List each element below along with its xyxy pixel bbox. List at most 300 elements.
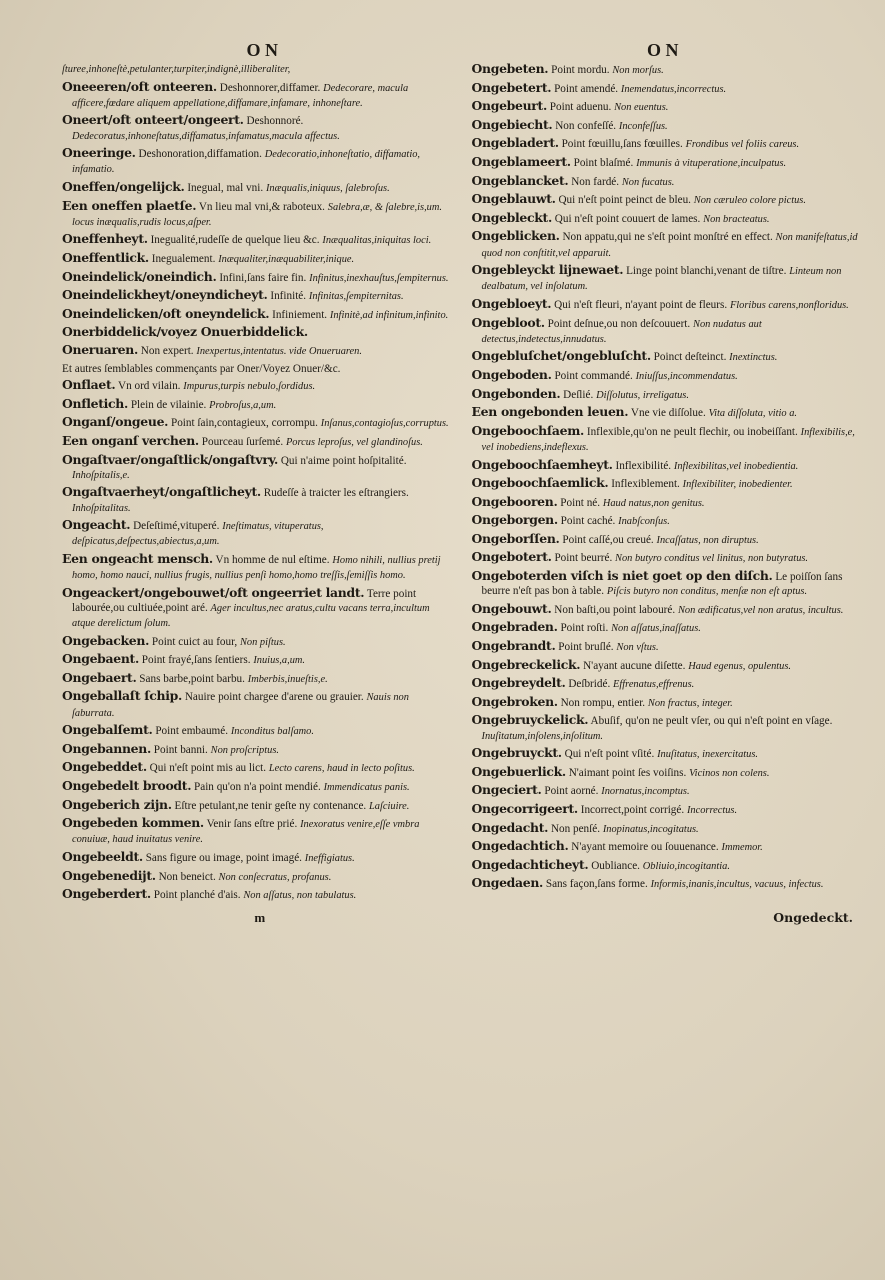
headword: Ongebloot.: [471, 314, 545, 330]
headword: Oneffen/ongelijck.: [62, 178, 185, 194]
dictionary-entry: [472, 765, 864, 781]
dictionary-entry: [62, 850, 454, 866]
latin-gloss: Ineſtimatus, vituperatus, deſpicatus,deſpectus,abiectus,a,um.: [72, 521, 324, 548]
latin-gloss: Non fractus, integer.: [647, 697, 733, 709]
headword: Oneffenheyt.: [62, 231, 148, 247]
latin-gloss: Ineffigiatus.: [304, 853, 355, 865]
french-gloss: Pain qu'on n'a point mendié.: [194, 781, 321, 794]
dictionary-entry: [472, 746, 864, 762]
latin-gloss: Non fucatus.: [621, 176, 675, 188]
dictionary-entry: [62, 232, 454, 248]
french-gloss: Nauire point chargee d'arene ou grauier.: [184, 691, 364, 704]
dictionary-entry: [472, 316, 864, 347]
headword: Ongebruyckt.: [471, 745, 562, 761]
french-gloss: Le poiſſon ſans beurre n'eſt pas bon à table.: [481, 571, 843, 598]
dictionary-entry: [62, 288, 454, 304]
headword: Ongedachtich.: [471, 838, 569, 854]
latin-gloss: Inflexibilis,e, vel inobediens,indeflexus.: [481, 426, 855, 453]
dictionary-entry: [472, 569, 864, 599]
headword: Ongedacht.: [471, 819, 549, 835]
french-gloss: Point banni.: [153, 743, 208, 756]
dictionary-entry: [472, 118, 864, 134]
dictionary-entry: [472, 211, 864, 227]
headword: Ongeboochſaem.: [471, 422, 585, 438]
latin-gloss: Homo nihili, nullius pretij homo, homo nauci, nullius frugis, nullius penſi homo,homo treſſis,ſemiſſis homo.: [72, 554, 441, 582]
french-gloss: Point frayé,ſans ſentiers.: [141, 654, 251, 667]
latin-gloss: Immendicatus panis.: [323, 782, 410, 794]
dictionary-entry: [472, 783, 864, 799]
headword: Ongebenedijt.: [62, 867, 156, 883]
french-gloss: Non appatu,qui ne s'eſt point monſtré en effect.: [562, 231, 773, 244]
headword: Ongebaent.: [62, 651, 139, 667]
headword: Ongebacken.: [62, 632, 150, 648]
headword: Oneeeren/oft onteeren.: [62, 78, 217, 94]
latin-gloss: Dedecoratus,inhoneſtatus,diffamatus,infamatus,macula affectus.: [72, 130, 340, 142]
french-gloss: Inflexibilité.: [615, 459, 672, 472]
headword: Ongebraden.: [471, 619, 558, 635]
dictionary-entry: [472, 174, 864, 190]
latin-gloss: Non nudatus aut detectus,indetectus,innudatus.: [481, 318, 762, 345]
headword: Ongebruyckelick.: [471, 712, 589, 728]
headword: Ongeackert/ongebouwet/oft ongeerriet landt.: [62, 584, 365, 600]
dictionary-entry: [62, 62, 454, 77]
latin-gloss: Nauis non ſaburrata.: [72, 692, 409, 719]
headword: Ongebroken.: [471, 693, 558, 709]
headword: Ongeballaſt ſchip.: [62, 688, 183, 704]
french-gloss: Inegualité,rudeſſe de quelque lieu &c.: [150, 234, 320, 247]
french-gloss: Plein de vilainie.: [130, 398, 207, 411]
headword: Oneindelicken/oft oneyndelick.: [62, 305, 270, 321]
headword: Ongebuerlick.: [471, 763, 566, 779]
dictionary-entry: [62, 816, 454, 847]
headword: Een oneffen plaetſe.: [62, 197, 197, 213]
headword: Ongaſtvaer/ongaſtlick/ongaſtvry.: [62, 451, 279, 467]
latin-gloss: Immunis à vituperatione,inculpatus.: [636, 157, 787, 169]
header-left: O N: [246, 40, 278, 60]
headword: Ongebeurt.: [471, 98, 547, 114]
dictionary-entry: [62, 343, 454, 359]
latin-gloss: Non ædificatus,vel non aratus, incultus.: [677, 604, 844, 616]
headword: Oneert/oft onteert/ongeert.: [62, 112, 244, 128]
latin-gloss: Inabſconſus.: [618, 516, 670, 528]
headword: Ongeboochſaemheyt.: [471, 456, 613, 472]
headword: Ongaſtvaerheyt/ongaſtlicheyt.: [62, 484, 261, 500]
headword: Ongebrandt.: [471, 638, 556, 654]
latin-gloss: Non vſtus.: [616, 642, 659, 654]
headword: Ongeciert.: [471, 782, 542, 798]
french-gloss: Point caché.: [560, 515, 616, 528]
french-gloss: Deſbridé.: [568, 678, 611, 691]
dictionary-entry: [472, 424, 864, 455]
headword: Ongebiecht.: [471, 116, 553, 132]
french-gloss: Point aduenu.: [549, 101, 612, 114]
latin-gloss: Ager incultus,nec aratus,cultu vacans terra,incultum atque derelictum ſolum.: [72, 602, 430, 630]
latin-gloss: Imberbis,inueſtis,e.: [247, 673, 328, 685]
latin-gloss: Haud natus,non genitus.: [602, 497, 705, 509]
dictionary-entry: [472, 368, 864, 384]
latin-gloss: Floribus carens,nonfloridus.: [729, 299, 849, 311]
dictionary-entry: [62, 887, 454, 903]
dictionary-entry: [472, 676, 864, 692]
dictionary-entry: [62, 518, 454, 549]
french-gloss: N'ayant aucune diſette.: [583, 659, 686, 672]
dictionary-entry: [472, 713, 864, 743]
latin-gloss: Diſſolutus, irreligatus.: [596, 389, 689, 401]
headword: Ongebladert.: [471, 135, 559, 151]
french-gloss: Point beurré.: [554, 552, 613, 565]
dictionary-entry: [472, 192, 864, 208]
french-gloss: Point mordu.: [551, 64, 610, 76]
french-gloss: Deshonnoré.: [246, 115, 304, 128]
dictionary-entry: [472, 839, 864, 855]
dictionary-entry: [472, 297, 864, 313]
french-gloss: Inegualement.: [151, 252, 216, 265]
french-gloss: Point fœuillu,ſans fœuilles.: [561, 138, 683, 151]
dictionary-entry: [472, 62, 864, 78]
headword: Ongebotert.: [471, 549, 552, 565]
latin-gloss: Obliuio,incogitantia.: [642, 860, 730, 872]
latin-gloss: Inexoratus venire,eſſe vmbra conuiuæ, haud inuitatus venire.: [72, 819, 420, 846]
headword: Ongeberdert.: [62, 886, 151, 902]
headword: Oneindelick/oneindich.: [62, 268, 217, 284]
running-header: [62, 40, 863, 62]
latin-gloss: Non piſtus.: [239, 636, 286, 648]
dictionary-entry: [472, 695, 864, 711]
headword: Ongebeeldt.: [62, 849, 143, 865]
dictionary-entry: [472, 155, 864, 171]
dictionary-entry: [62, 362, 454, 376]
latin-gloss: Iniuſſus,incommendatus.: [635, 370, 738, 382]
dictionary-entry: [62, 146, 454, 177]
french-gloss: Qui n'eſt point mis au lict.: [149, 762, 267, 775]
headword: Een ongeacht mensch.: [62, 550, 213, 566]
latin-gloss: Effrenatus,effrenus.: [613, 679, 695, 691]
french-gloss: Qui n'eſt point vſité.: [564, 748, 655, 761]
headword: Onfletich.: [62, 395, 129, 411]
dictionary-entry: [62, 180, 454, 196]
latin-gloss: Frondibus vel foliis careus.: [685, 139, 800, 151]
latin-gloss: Inconfeſſus.: [618, 120, 668, 132]
headword: Ongebreydelt.: [471, 675, 566, 691]
latin-gloss: Non morſus.: [612, 65, 664, 76]
latin-gloss: Non aſſatus,inaſſatus.: [611, 623, 701, 635]
dictionary-entry: [472, 602, 864, 618]
dictionary-entry: [62, 113, 454, 143]
dictionary-entry: [472, 858, 864, 874]
dictionary-entry: [62, 779, 454, 795]
dictionary-entry: [62, 586, 454, 632]
latin-gloss: Infinitas,ſempiternitas.: [308, 291, 404, 303]
right-column: [472, 62, 864, 906]
french-gloss: Point aorné.: [544, 785, 599, 798]
dictionary-entry: [62, 378, 454, 394]
headword: Ongeborgen.: [471, 512, 558, 528]
dictionary-entry: [472, 263, 864, 294]
left-column: [62, 62, 454, 906]
french-gloss: Incorrect,point corrigé.: [580, 804, 685, 816]
french-gloss: Non beneict.: [158, 870, 216, 883]
french-gloss: Vne vie diſſolue.: [630, 407, 706, 420]
dictionary-entry: [472, 532, 864, 548]
latin-gloss: Inflexibiliter, inobedienter.: [682, 479, 793, 491]
french-gloss: Point blaſmé.: [573, 156, 634, 169]
dictionary-entry: [62, 723, 454, 739]
latin-gloss: Non conſecratus, profanus.: [218, 871, 332, 883]
latin-gloss: Inornatus,incomptus.: [601, 786, 690, 798]
headword: Ongeborſſen.: [471, 530, 560, 546]
dictionary-entry: [62, 307, 454, 323]
french-gloss: Vn homme de nul eſtime.: [215, 553, 330, 566]
dictionary-entry: [62, 760, 454, 776]
french-gloss: Infinité.: [270, 290, 307, 303]
latin-gloss: Inflexibilitas,vel inobedientia.: [673, 460, 799, 472]
headword: Een onganſ verchen.: [62, 432, 199, 448]
headword: Ongecorrigeert.: [471, 801, 578, 816]
french-gloss: Infini,ſans faire fin.: [219, 271, 307, 284]
dictionary-entry: [472, 802, 864, 818]
headword: Ongebonden.: [471, 385, 561, 401]
headword: Ongebreckelick.: [471, 656, 581, 672]
headword: Ongebeden kommen.: [62, 815, 204, 831]
latin-gloss: Non aſſatus, non tabulatus.: [243, 890, 357, 902]
dictionary-entry: [62, 869, 454, 885]
headword: Ongeblancket.: [471, 172, 569, 188]
dictionary-entry: [62, 798, 454, 814]
dictionary-entry: [62, 652, 454, 668]
latin-gloss: Lecto carens, haud in lecto poſitus.: [268, 763, 415, 775]
headword: Ongeblauwt.: [471, 191, 556, 207]
dictionary-entry: [472, 821, 864, 837]
headword: Ongedaen.: [471, 875, 544, 891]
french-gloss: Sans barbe,point barbu.: [139, 672, 245, 685]
latin-gloss: Non proſcriptus.: [210, 744, 279, 756]
headword: Ongebedelt broodt.: [62, 778, 192, 794]
french-gloss: Vn lieu mal vni,& raboteux.: [198, 200, 325, 213]
french-gloss: Venir ſans eſtre prié.: [206, 818, 298, 831]
french-gloss: Point deſnue,ou non deſcouuert.: [547, 317, 691, 330]
headword: Ongeboterden viſch is niet goet op den diſch.: [471, 568, 773, 584]
headword: Ongebouwt.: [471, 600, 552, 616]
latin-gloss: Linteum non dealbatum, vel inſolatum.: [481, 266, 842, 293]
headword: Ongebleckt.: [471, 209, 552, 225]
dictionary-entry: [472, 876, 864, 892]
latin-gloss: Piſcis butyro non conditus, menſæ non eſt aptus.: [606, 586, 808, 598]
dictionary-entry: [472, 620, 864, 636]
headword: Ongeberich zijn.: [62, 796, 172, 812]
latin-gloss: Immemor.: [721, 842, 763, 854]
headword: Ongebloeyt.: [471, 295, 552, 311]
headword: Ongeacht.: [62, 517, 131, 533]
latin-gloss: Inconditus balſamo.: [230, 726, 314, 738]
french-gloss: Qui n'eſt point couuert de lames.: [554, 212, 701, 225]
dictionary-entry: [62, 325, 454, 340]
latin-gloss: Incorrectus.: [686, 805, 738, 816]
french-gloss: Deſeſtimé,vituperé.: [133, 520, 220, 533]
headword: Oneruaren.: [62, 341, 138, 357]
french-gloss: Qui n'aime point hoſpitalité.: [280, 454, 407, 467]
headword: Een ongebonden leuen.: [471, 404, 629, 420]
french-gloss: Deshonnorer,diffamer.: [219, 81, 321, 94]
headword: Ongeboden.: [471, 366, 552, 382]
headword: Ongebeddet.: [62, 759, 147, 775]
french-gloss: Deshonoration,diffamation.: [138, 148, 262, 161]
latin-gloss: Inextinctus.: [729, 352, 778, 364]
dictionary-entry: [472, 81, 864, 97]
latin-gloss: Inuius,a,um.: [253, 655, 305, 667]
latin-gloss: Infinitè,ad infinitum,infinito.: [329, 309, 449, 321]
headword: Onganſ/ongeue.: [62, 414, 169, 430]
french-gloss: N'ayant memoire ou ſouuenance.: [571, 841, 719, 854]
dictionary-entry: [62, 552, 454, 583]
latin-gloss: ſturee,inhoneſtè,petulanter,turpiter,indignè,illiberaliter,: [62, 64, 291, 75]
french-gloss: Et autres ſemblables commençants par Oner/Voyez Onuer/&c.: [62, 362, 341, 375]
headword: Ongebluſchet/ongebluſcht.: [471, 348, 651, 364]
french-gloss: Point planché d'ais.: [153, 889, 241, 902]
french-gloss: Point caſſé,ou creué.: [562, 533, 654, 546]
french-gloss: Qui n'eſt fleuri, n'ayant point de fleurs.: [554, 298, 728, 311]
signature-mark: m: [254, 909, 266, 925]
latin-gloss: Inuſitatus, inexercitatus.: [657, 749, 758, 761]
headword: Oneffentlick.: [62, 249, 149, 265]
latin-gloss: Inſanus,contagioſus,corruptus.: [320, 418, 449, 430]
french-gloss: Sans façon,ſans forme.: [545, 878, 648, 891]
french-gloss: Point amendé.: [554, 82, 619, 95]
latin-gloss: Inuſitatum,inſolens,inſolitum.: [481, 730, 604, 742]
dictionary-entry: [472, 550, 864, 566]
dictionary-entry: [62, 270, 454, 286]
french-gloss: Non fardé.: [571, 175, 620, 188]
latin-gloss: Non euentus.: [614, 102, 669, 114]
dictionary-entry: [472, 476, 864, 492]
french-gloss: Non expert.: [140, 344, 194, 357]
french-gloss: Point embaumé.: [155, 725, 229, 738]
headword: Ongebetert.: [471, 79, 552, 95]
dictionary-entry: [62, 251, 454, 267]
headword: Ongebooren.: [471, 493, 558, 509]
french-gloss: Linge point blanchi,venant de tiſtre.: [626, 265, 787, 278]
headword: Ongeblameert.: [471, 153, 571, 169]
dictionary-entry: [62, 671, 454, 687]
latin-gloss: Inæqualitas,iniquitas loci.: [322, 235, 432, 247]
dictionary-entry: [62, 453, 454, 483]
latin-gloss: Inhoſpitalitas.: [72, 502, 131, 514]
latin-gloss: Non cæruleo colore pictus.: [693, 195, 806, 207]
headword: Oneindelickheyt/oneyndicheyt.: [62, 287, 268, 303]
latin-gloss: Inæqualiter,inæquabiliter,inique.: [218, 253, 355, 265]
dictionary-entry: [472, 513, 864, 529]
dictionary-entry: [62, 80, 454, 111]
dictionary-entry: [62, 485, 454, 515]
headword: Ongebleyckt lijnewaet.: [471, 262, 624, 278]
header-right: O N: [647, 40, 679, 60]
french-gloss: Abuſif, qu'on ne peult vſer, ou qui n'eſt point en vſage.: [590, 715, 833, 728]
dictionary-entry: [62, 199, 454, 230]
dictionary-entry: [472, 658, 864, 674]
french-gloss: Infiniement.: [272, 308, 328, 321]
dictionary-entry: [62, 742, 454, 758]
headword: Ongebalſemt.: [62, 722, 153, 738]
french-gloss: Point commandé.: [554, 369, 633, 382]
latin-gloss: Inæqualis,iniquus, ſalebroſus.: [265, 182, 390, 194]
latin-gloss: Inemendatus,incorrectus.: [620, 83, 727, 95]
headword: Onflaet.: [62, 377, 116, 393]
dictionary-entry: [62, 415, 454, 431]
dictionary-entry: [62, 397, 454, 413]
french-gloss: Non penſé.: [550, 822, 601, 835]
headword: Ongebannen.: [62, 740, 151, 756]
dictionary-entry: [472, 387, 864, 403]
latin-gloss: Non bracteatus.: [703, 213, 770, 225]
french-gloss: Non baſti,ou point labouré.: [554, 603, 676, 616]
french-gloss: Sans figure ou image, point imagé.: [145, 852, 302, 865]
headword: Ongebeten.: [471, 61, 549, 76]
latin-gloss: Vicinos non colens.: [689, 767, 770, 779]
french-gloss: Inflexible,qu'on ne peult flechir, ou inobeiſſant.: [586, 425, 798, 438]
dictionary-entry: [62, 434, 454, 450]
headword: Ongedachticheyt.: [471, 856, 589, 872]
latin-gloss: Dedecorare, macula afficere,fœdare aliquem appellatione,diffamare,infamare, inhoneſtare.: [72, 82, 409, 109]
french-gloss: Eſtre petulant,ne tenir geſte ny contenance.: [174, 799, 367, 812]
latin-gloss: Vita diſſoluta, vitio a.: [708, 408, 797, 420]
french-gloss: Poinct deſteinct.: [653, 351, 727, 364]
latin-gloss: Inexpertus,intentatus. vide Onueruaren.: [196, 345, 362, 357]
dictionary-entry: [472, 136, 864, 152]
french-gloss: Pourceau ſurſemé.: [201, 435, 284, 448]
headword: Onerbiddelick/voyez Onuerbiddelick.: [62, 324, 308, 340]
french-gloss: Point cuict au four,: [151, 635, 238, 648]
french-gloss: Point ſain,contagieux, corrompu.: [170, 417, 318, 430]
dictionary-entry: [472, 458, 864, 474]
catchword: Ongedeckt.: [773, 909, 853, 925]
french-gloss: N'aimant point ſes voiſins.: [568, 766, 687, 779]
french-gloss: Point né.: [560, 496, 601, 509]
latin-gloss: Impurus,turpis nebulo,ſordidus.: [183, 381, 316, 393]
latin-gloss: Informis,inanis,incultus, vacuus, infectus.: [650, 879, 824, 891]
latin-gloss: Inopinatus,incogitatus.: [602, 823, 699, 835]
latin-gloss: Probroſus,a,um.: [209, 399, 277, 411]
french-gloss: Vn ord vilain.: [118, 380, 181, 393]
page-footer: [62, 910, 863, 926]
dictionary-entry: [472, 229, 864, 260]
french-gloss: Non confeſſé.: [555, 119, 617, 132]
french-gloss: Oubliance.: [591, 859, 640, 872]
french-gloss: Point roſti.: [560, 622, 609, 635]
headword: Ongebaert.: [62, 669, 137, 685]
headword: Ongeboochſaemlick.: [471, 475, 609, 491]
dictionary-entry: [62, 689, 454, 720]
dictionary-entry: [472, 99, 864, 115]
latin-gloss: Laſciuire.: [369, 800, 410, 812]
french-gloss: Non rompu, entier.: [560, 696, 646, 709]
french-gloss: Deſlié.: [563, 388, 594, 401]
latin-gloss: Salebra,æ, & ſalebre,is,um. locus inæqualis,rudis locus,aſper.: [72, 201, 442, 228]
latin-gloss: Non butyro conditus vel linitus, non butyratus.: [615, 553, 809, 565]
latin-gloss: Porcus leproſus, vel glandinoſus.: [285, 436, 423, 448]
latin-gloss: Inhoſpitalis,e.: [72, 469, 130, 481]
french-gloss: Terre point labourée,ou cultiuée,point aré.: [72, 587, 417, 614]
headword: Oneeringe.: [62, 145, 136, 161]
french-gloss: Point bruſlé.: [558, 641, 614, 654]
latin-gloss: Non manifeſtatus,id quod non conſtitit,vel apparuit.: [481, 232, 858, 259]
dictionary-entry: [62, 634, 454, 650]
french-gloss: Inegual, mal vni.: [187, 181, 264, 194]
latin-gloss: Dedecoratio,inhoneſtatio, diffamatio, infamatio.: [72, 149, 421, 176]
dictionary-entry: [472, 349, 864, 365]
latin-gloss: Incaſſatus, non diruptus.: [656, 534, 759, 546]
dictionary-entry: [472, 495, 864, 511]
headword: Ongeblicken.: [471, 228, 560, 244]
latin-gloss: Infinitus,inexhauſtus,ſempiternus.: [309, 272, 449, 284]
